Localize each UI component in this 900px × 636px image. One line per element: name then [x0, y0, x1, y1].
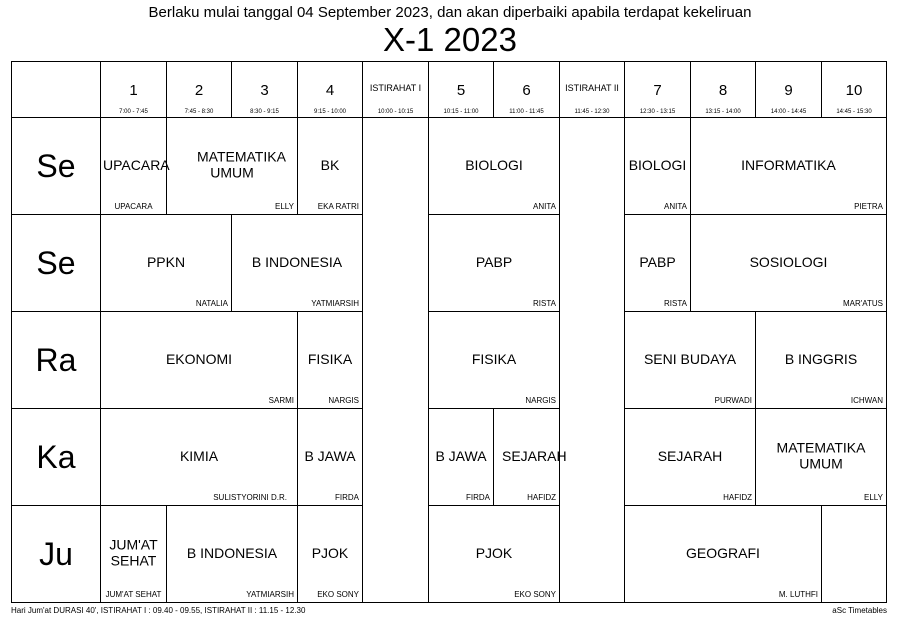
day-label: Se [12, 118, 101, 215]
lesson-cell: SOSIOLOGI MAR'ATUS [691, 215, 887, 312]
period-header: 4 9:15 - 10:00 [298, 62, 363, 118]
period-header: 5 10:15 - 11:00 [429, 62, 494, 118]
day-row [12, 215, 887, 312]
day-label: Ka [12, 409, 101, 506]
lesson-cell: B INDONESIA YATMIARSIH [167, 506, 298, 603]
lesson-cell: BIOLOGI ANITA [429, 118, 560, 215]
lesson-cell: FISIKA NARGIS [429, 312, 560, 409]
day-row [12, 409, 887, 506]
lesson-cell: PABP RISTA [429, 215, 560, 312]
period-header: 6 11:00 - 11:45 [494, 62, 560, 118]
day-label: Se [12, 215, 101, 312]
period-header: 10 14:45 - 15:30 [822, 62, 887, 118]
lesson-cell: B JAWA FIRDA [429, 409, 494, 506]
header-row [12, 62, 887, 118]
timetable-grid [11, 61, 887, 603]
empty-cell [822, 506, 887, 603]
lesson-cell: B INGGRIS ICHWAN [756, 312, 887, 409]
day-label: Ju [12, 506, 101, 603]
lesson-cell: BK EKA RATRI [298, 118, 363, 215]
day-row [12, 118, 887, 215]
lesson-cell: JUM'AT SEHAT JUM'AT SEHAT [101, 506, 167, 603]
period-header: 8 13:15 - 14:00 [691, 62, 756, 118]
lesson-cell: PPKN NATALIA [101, 215, 232, 312]
timetable-subtitle: Berlaku mulai tanggal 04 September 2023, dan akan diperbaiki apabila terdapat kekeliruan [148, 4, 752, 21]
lesson-cell: PJOK EKO SONY [429, 506, 560, 603]
lesson-cell: KIMIA SULISTYORINI D.R. [101, 409, 298, 506]
footer-note: Hari Jum'at DURASI 40', ISTIRAHAT I : 09.40 - 09.55, ISTIRAHAT II : 11.15 - 12.30 [11, 606, 306, 615]
lesson-cell: B INDONESIA YATMIARSIH [232, 215, 363, 312]
lesson-cell: SEJARAH HAFIDZ [494, 409, 560, 506]
period-header: 1 7:00 - 7:45 [101, 62, 167, 118]
timetable-title: X-1 2023 [383, 21, 517, 58]
period-header: 9 14:00 - 14:45 [756, 62, 822, 118]
lesson-cell: SEJARAH HAFIDZ [625, 409, 756, 506]
day-label: Ra [12, 312, 101, 409]
lesson-cell: PABP RISTA [625, 215, 691, 312]
lesson-cell: UPACARA UPACARA [101, 118, 167, 215]
lesson-cell: BIOLOGI ANITA [625, 118, 691, 215]
lesson-cell: PJOK EKO SONY [298, 506, 363, 603]
lesson-cell: FISIKA NARGIS [298, 312, 363, 409]
footer-credit: aSc Timetables [832, 606, 887, 615]
break-header: ISTIRAHAT I 10:00 - 10:15 [363, 62, 429, 118]
lesson-cell: SENI BUDAYA PURWADI [625, 312, 756, 409]
period-header: 2 7:45 - 8:30 [167, 62, 232, 118]
period-header: 7 12:30 - 13:15 [625, 62, 691, 118]
lesson-cell: MATEMATIKA UMUM ELLY [167, 118, 298, 215]
day-row [12, 506, 887, 603]
period-header: 3 8:30 - 9:15 [232, 62, 298, 118]
lesson-cell: INFORMATIKA PIETRA [691, 118, 887, 215]
lesson-cell: B JAWA FIRDA [298, 409, 363, 506]
lesson-cell: MATEMATIKA UMUM ELLY [756, 409, 887, 506]
lesson-cell: GEOGRAFI M. LUTHFI [625, 506, 822, 603]
day-row [12, 312, 887, 409]
break-column [560, 118, 625, 603]
lesson-cell: EKONOMI SARMI [101, 312, 298, 409]
break-header: ISTIRAHAT II 11:45 - 12:30 [560, 62, 625, 118]
corner-cell [12, 62, 101, 118]
break-column [363, 118, 429, 603]
